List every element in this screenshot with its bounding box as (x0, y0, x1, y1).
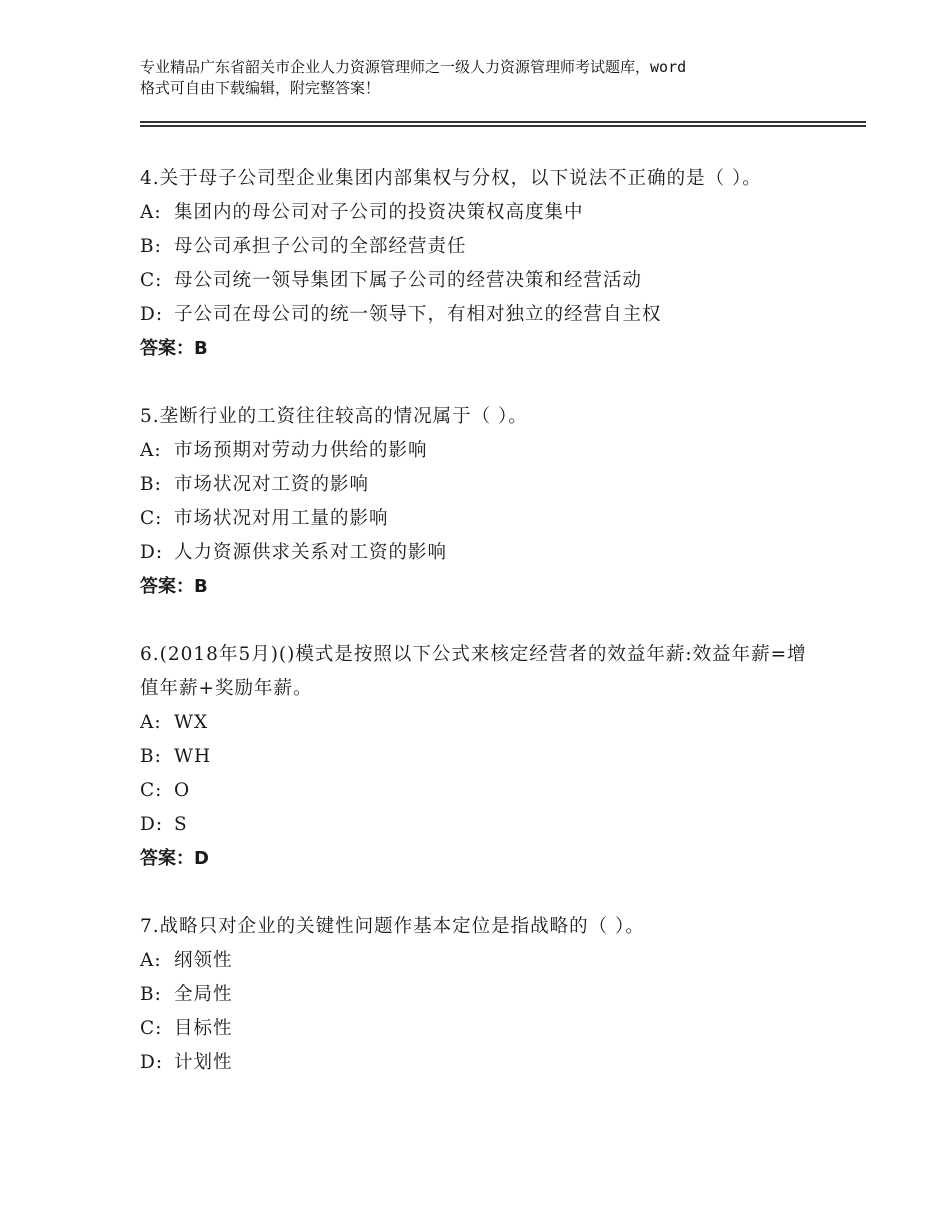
question-7 (140, 910, 820, 1080)
option-d (140, 1046, 820, 1080)
answer-text: 答案：B (140, 576, 208, 597)
option-key: B: (140, 746, 162, 767)
option-b (140, 468, 820, 502)
header-title-line-2: 格式可自由下载编辑，附完整答案！ (140, 79, 381, 97)
option-b (140, 230, 820, 264)
option-text: 市场状况对用工量的影响 (174, 508, 389, 529)
option-a (140, 944, 820, 978)
option-a (140, 706, 820, 740)
option-key: B: (140, 236, 162, 257)
option-key: D: (140, 304, 164, 325)
option-text: WH (174, 746, 212, 767)
answer-text: 答案：D (140, 848, 209, 869)
option-text: 母公司承担子公司的全部经营责任 (174, 236, 467, 257)
question-stem: 5.垄断行业的工资往往较高的情况属于（ ）。 (140, 406, 528, 427)
option-text: 人力资源供求关系对工资的影响 (174, 542, 448, 563)
option-text: S (174, 814, 188, 835)
question-4 (140, 162, 820, 366)
option-text: 集团内的母公司对子公司的投资决策权高度集中 (174, 202, 584, 223)
question-list (140, 162, 820, 1114)
option-c (140, 264, 820, 298)
question-stem: 6.(2018年5月)()模式是按照以下公式来核定经营者的效益年薪:效益年薪=增值年薪+奖励年薪。 (140, 644, 807, 699)
document-header (140, 57, 840, 99)
option-d (140, 298, 820, 332)
option-key: A: (140, 950, 162, 971)
option-c (140, 1012, 820, 1046)
option-text: WX (174, 712, 209, 733)
question-5 (140, 400, 820, 604)
option-key: A: (140, 202, 162, 223)
option-d (140, 536, 820, 570)
option-text: 市场预期对劳动力供给的影响 (174, 440, 428, 461)
header-title-line-1: 专业精品广东省韶关市企业人力资源管理师之一级人力资源管理师考试题库，word (140, 58, 687, 76)
option-key: D: (140, 1052, 164, 1073)
option-text: 市场状况对工资的影响 (174, 474, 370, 495)
question-stem: 7.战略只对企业的关键性问题作基本定位是指战略的（ ）。 (140, 916, 645, 937)
question-stem: 4.关于母子公司型企业集团内部集权与分权，以下说法不正确的是（ ）。 (140, 168, 762, 189)
option-text: 目标性 (174, 1018, 233, 1039)
option-key: B: (140, 984, 162, 1005)
question-6 (140, 638, 820, 876)
option-key: C: (140, 1018, 163, 1039)
option-key: C: (140, 270, 163, 291)
option-key: D: (140, 542, 164, 563)
option-key: A: (140, 440, 162, 461)
header-divider-bottom (140, 125, 866, 127)
option-key: C: (140, 780, 163, 801)
option-key: B: (140, 474, 162, 495)
option-b (140, 978, 820, 1012)
option-a (140, 196, 820, 230)
option-a (140, 434, 820, 468)
option-text: 全局性 (174, 984, 233, 1005)
option-text: 母公司统一领导集团下属子公司的经营决策和经营活动 (174, 270, 643, 291)
option-key: D: (140, 814, 164, 835)
option-key: A: (140, 712, 162, 733)
option-d (140, 808, 820, 842)
option-c (140, 774, 820, 808)
option-b (140, 740, 820, 774)
option-text: 纲领性 (174, 950, 233, 971)
header-divider-top (140, 121, 866, 123)
option-text: 计划性 (174, 1052, 233, 1073)
option-text: O (174, 780, 191, 801)
option-key: C: (140, 508, 163, 529)
option-text: 子公司在母公司的统一领导下，有相对独立的经营自主权 (174, 304, 662, 325)
option-c (140, 502, 820, 536)
answer-text: 答案：B (140, 338, 208, 359)
